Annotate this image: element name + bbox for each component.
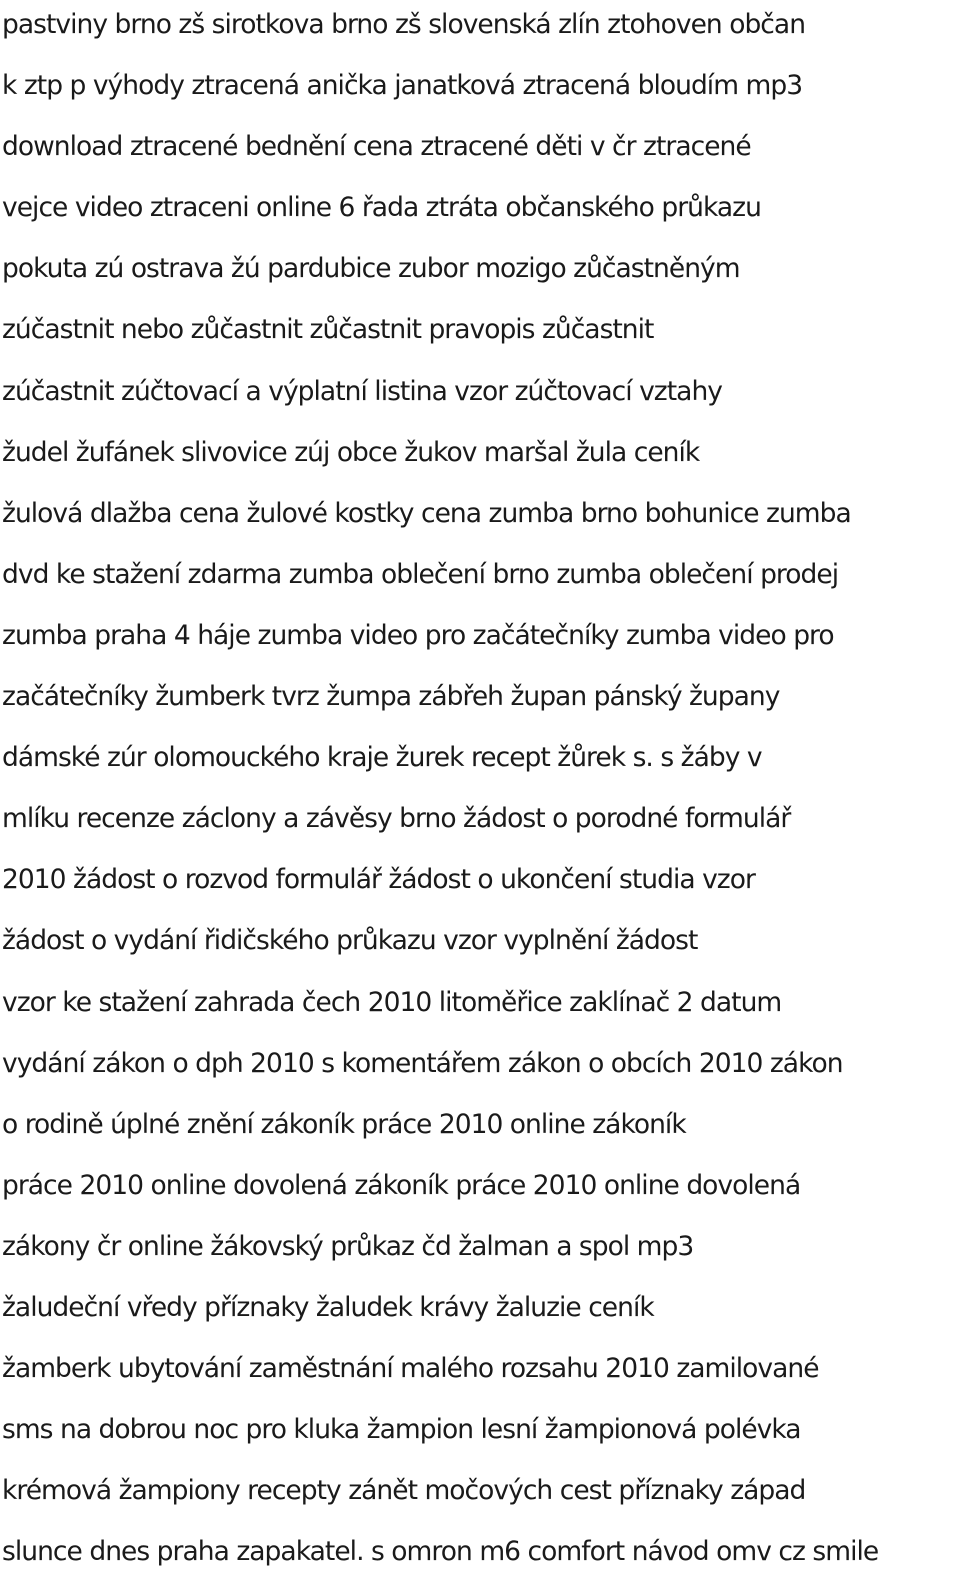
text-line: pastviny brno zš sirotkova brno zš slovenská zlín ztohoven občan [2,9,806,40]
text-line: žudel žufánek slivovice zúj obce žukov maršal žula ceník [2,436,700,468]
text-line: práce 2010 online dovolená zákoník práce 2010 online dovolená [2,1169,801,1201]
text-line: zumba praha 4 háje zumba video pro začátečníky zumba video pro [2,619,834,651]
text-line: žádost o vydání řidičského průkazu vzor vyplnění žádost [2,925,698,957]
text-line: žamberk ubytování zaměstnání malého rozsahu 2010 zamilované [2,1353,819,1385]
text-line: download ztracené bednění cena ztracené děti v čr ztracené [2,131,751,163]
text-line: mlíku recenze záclony a závěsy brno žádost o porodné formulář [2,803,791,835]
text-line: zákony čr online žákovský průkaz čd žalman a spol mp3 [2,1230,694,1262]
text-line: dámské zúr olomouckého kraje žurek recept žůrek s. s žáby v [2,742,762,774]
text-line: krémová žampiony recepty zánět močových cest příznaky západ [2,1475,806,1507]
text-line: sms na dobrou noc pro kluka žampion lesní žampionová polévka [2,1414,801,1446]
text-line: dvd ke stažení zdarma zumba oblečení brno zumba oblečení prodej [2,558,839,590]
text-line: vejce video ztraceni online 6 řada ztráta občanského průkazu [2,192,761,224]
text-line: začátečníky žumberk tvrz žumpa zábřeh župan pánský župany [2,681,780,713]
text-line: slunce dnes praha zapakatel. s omron m6 comfort návod omv cz smile [2,1536,879,1568]
text-line: vydání zákon o dph 2010 s komentářem zákon o obcích 2010 zákon [2,1047,843,1079]
text-line: 2010 žádost o rozvod formulář žádost o ukončení studia vzor [2,864,755,896]
text-line: žaludeční vředy příznaky žaludek krávy žaluzie ceník [2,1291,654,1323]
text-line: vzor ke stažení zahrada čech 2010 litoměřice zaklínač 2 datum [2,986,782,1018]
text-line: pokuta zú ostrava žú pardubice zubor mozigo zůčastněným [2,253,740,285]
text-line: zúčastnit nebo zůčastnit zůčastnit pravopis zůčastnit [2,314,654,346]
text-line: o rodině úplné znění zákoník práce 2010 online zákoník [2,1108,686,1140]
text-line: zúčastnit zúčtovací a výplatní listina vzor zúčtovací vztahy [2,375,722,407]
text-line: k ztp p výhody ztracená anička janatková ztracená bloudím mp3 [2,70,803,102]
text-line: žulová dlažba cena žulové kostky cena zumba brno bohunice zumba [2,497,851,529]
